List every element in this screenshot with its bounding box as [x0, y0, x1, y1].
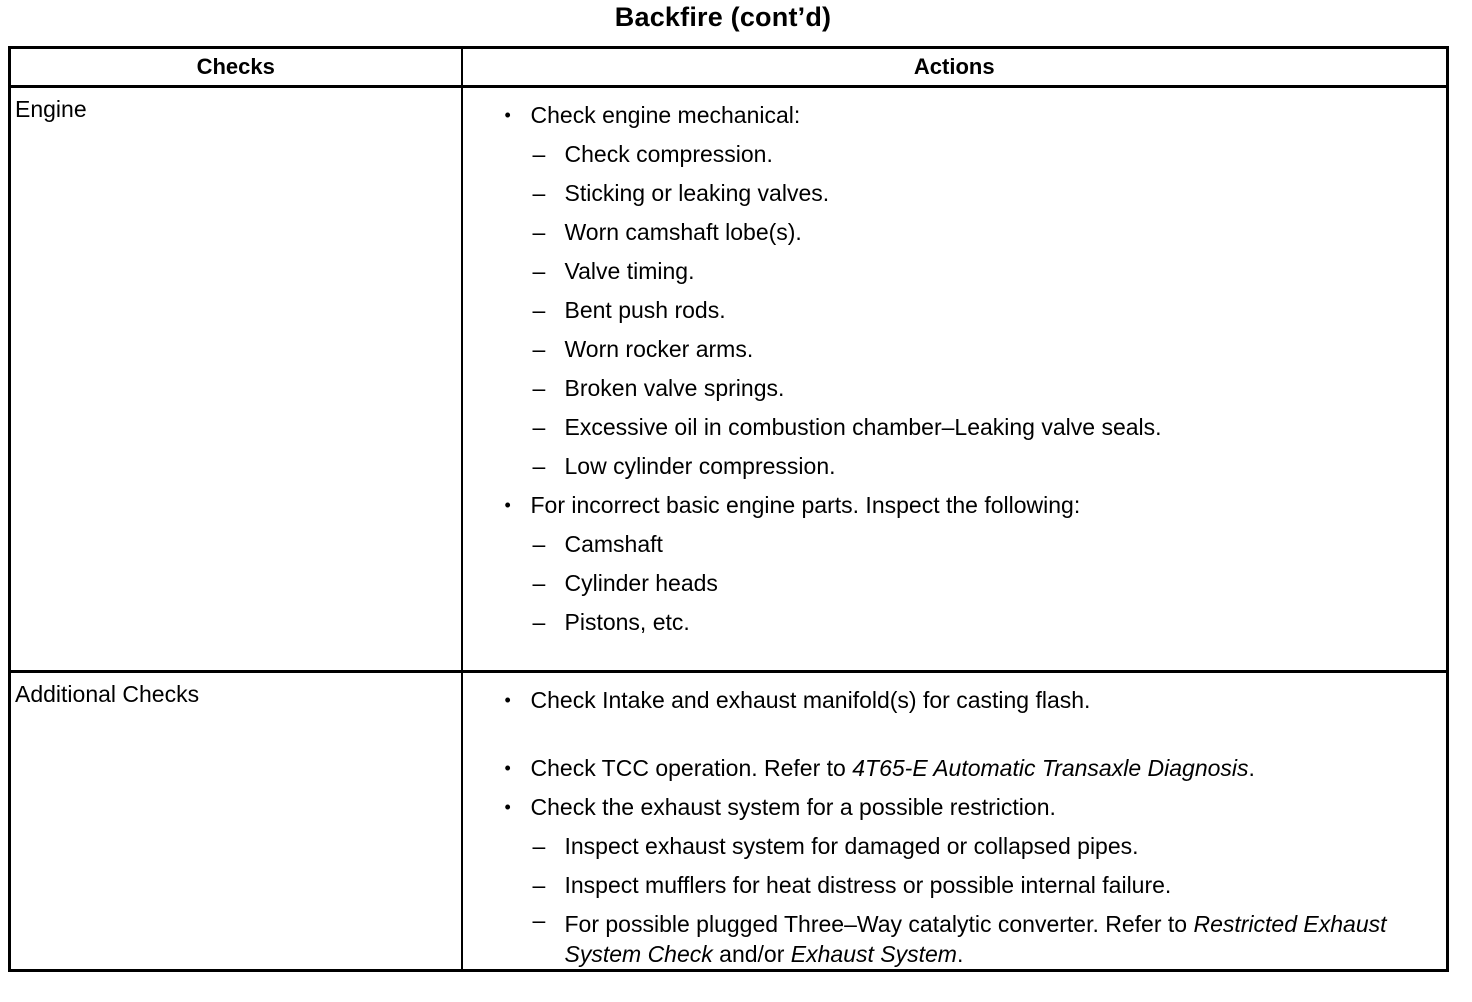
- dash-icon: –: [532, 141, 546, 167]
- list-item: – Check compression.: [503, 135, 1447, 174]
- dash-icon: –: [532, 531, 546, 557]
- list-item: – Sticking or leaking valves.: [503, 174, 1447, 213]
- header-actions: Actions: [462, 48, 1448, 87]
- list-item: • Check Intake and exhaust manifold(s) for casting flash.: [503, 681, 1447, 720]
- list-item: – Worn camshaft lobe(s).: [503, 213, 1447, 252]
- list-item: – Camshaft: [503, 525, 1447, 564]
- reference-link: Restricted Exhaust System Check: [564, 911, 1387, 967]
- bullet-icon: •: [504, 105, 511, 125]
- dash-icon: –: [532, 609, 546, 635]
- header-checks: Checks: [10, 48, 462, 87]
- dash-icon: –: [532, 180, 546, 206]
- table-row-additional-checks: [10, 672, 1448, 971]
- list-item: – Valve timing.: [503, 252, 1447, 291]
- dash-icon: –: [532, 258, 546, 284]
- dash-icon: –: [532, 219, 546, 245]
- list-item: – Cylinder heads: [503, 564, 1447, 603]
- list-item: • Check the exhaust system for a possible restriction.: [503, 788, 1447, 827]
- dash-icon: –: [532, 375, 546, 401]
- list-item: – Pistons, etc.: [503, 603, 1447, 642]
- list-item: • For incorrect basic engine parts. Inspect the following:: [503, 486, 1447, 525]
- check-cell: [10, 87, 462, 672]
- bullet-icon: •: [504, 797, 511, 817]
- table-row-engine: [10, 87, 1448, 672]
- dash-icon: –: [532, 453, 546, 479]
- list-item: – Broken valve springs.: [503, 369, 1447, 408]
- check-label-engine: Engine: [15, 96, 87, 122]
- list-item: – Bent push rods.: [503, 291, 1447, 330]
- list-item: • Check TCC operation. Refer to 4T65-E Automatic Transaxle Diagnosis.: [503, 749, 1447, 788]
- list-item: – Excessive oil in combustion chamber–Leaking valve seals.: [503, 408, 1447, 447]
- dash-icon: –: [532, 833, 546, 859]
- list-item: • Check engine mechanical:: [503, 96, 1447, 135]
- dash-icon: –: [532, 872, 546, 898]
- actions-cell: [462, 672, 1448, 971]
- dash-icon: –: [532, 297, 546, 323]
- list-item: – Worn rocker arms.: [503, 330, 1447, 369]
- check-cell: [10, 672, 462, 971]
- dash-icon: –: [532, 907, 546, 933]
- dash-icon: –: [532, 336, 546, 362]
- list-item: – Inspect exhaust system for damaged or collapsed pipes.: [503, 827, 1447, 866]
- list-item: – Low cylinder compression.: [503, 447, 1447, 486]
- reference-link: Exhaust System: [790, 941, 957, 967]
- dash-icon: –: [532, 570, 546, 596]
- table-header-row: [10, 48, 1448, 87]
- backfire-table: [8, 46, 1449, 972]
- dash-icon: –: [532, 414, 546, 440]
- bullet-icon: •: [504, 758, 511, 778]
- reference-link: 4T65-E Automatic Transaxle Diagnosis: [852, 755, 1249, 781]
- list-item: – Inspect mufflers for heat distress or possible internal failure.: [503, 866, 1447, 905]
- page-title: Backfire (cont’d): [614, 2, 832, 32]
- check-label-additional: Additional Checks: [15, 681, 200, 707]
- bullet-icon: •: [504, 690, 511, 710]
- list-item: – For possible plugged Three–Way catalytic converter. Refer to Restricted Exhaust System Check and/or Exhaust System.: [532, 907, 1387, 967]
- bullet-icon: •: [504, 495, 511, 515]
- actions-cell: [462, 87, 1448, 672]
